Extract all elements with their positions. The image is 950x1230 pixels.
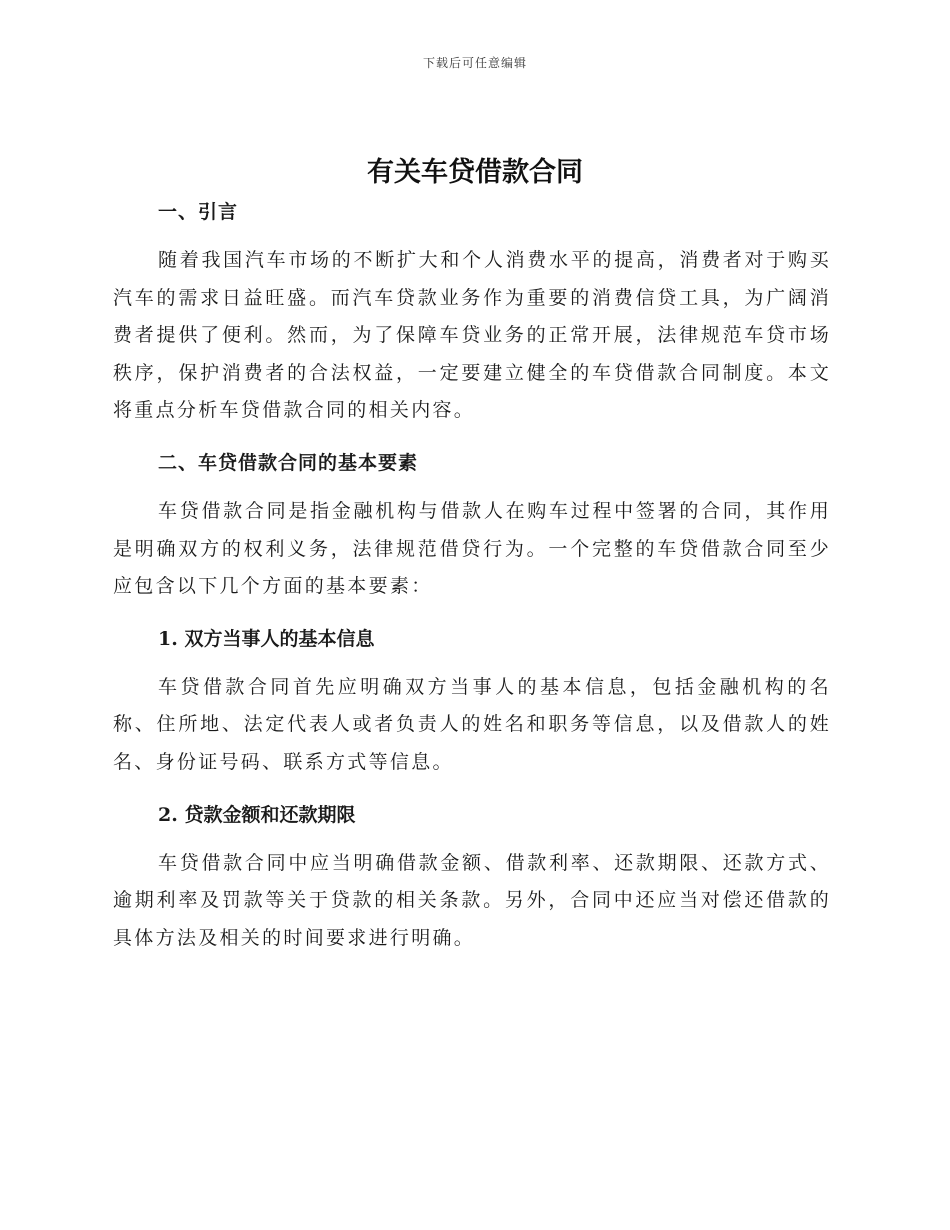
document-body [113,194,831,957]
paragraph-elements: 车贷借款合同是指金融机构与借款人在购车过程中签署的合同，其作用是明确双方的权利义务，法律规范借贷行为。一个完整的车贷借款合同至少应包含以下几个方面的基本要素： [113,499,831,598]
section-heading-intro: 一、引言 [158,201,239,223]
subsection-heading-parties: 1. 双方当事人的基本信息 [158,627,375,650]
header-note: 下载后可任意编辑 [422,56,527,70]
subsection-heading-loan-terms: 2. 贷款金额和还款期限 [158,803,356,826]
paragraph-parties: 车贷借款合同首先应明确双方当事人的基本信息，包括金融机构的名称、住所地、法定代表人或者负责人的姓名和职务等信息，以及借款人的姓名、身份证号码、联系方式等信息。 [113,675,831,773]
paragraph-intro: 随着我国汽车市场的不断扩大和个人消费水平的提高，消费者对于购买汽车的需求日益旺盛。而汽车贷款业务作为重要的消费信贷工具，为广阔消费者提供了便利。然而，为了保障车贷业务的正常开展，法律规范车贷市场秩序，保护消费者的合法权益，一定要建立健全的车贷借款合同制度。本文将重点分析车贷借款合同的相关内容。 [113,249,831,422]
paragraph-loan-terms: 车贷借款合同中应当明确借款金额、借款利率、还款期限、还款方式、逾期利率及罚款等关于贷款的相关条款。另外，合同中还应当对偿还借款的具体方法及相关的时间要求进行明确。 [113,851,831,949]
section-heading-elements: 二、车贷借款合同的基本要素 [158,451,419,474]
page-title: 有关车贷借款合同 [367,157,583,188]
